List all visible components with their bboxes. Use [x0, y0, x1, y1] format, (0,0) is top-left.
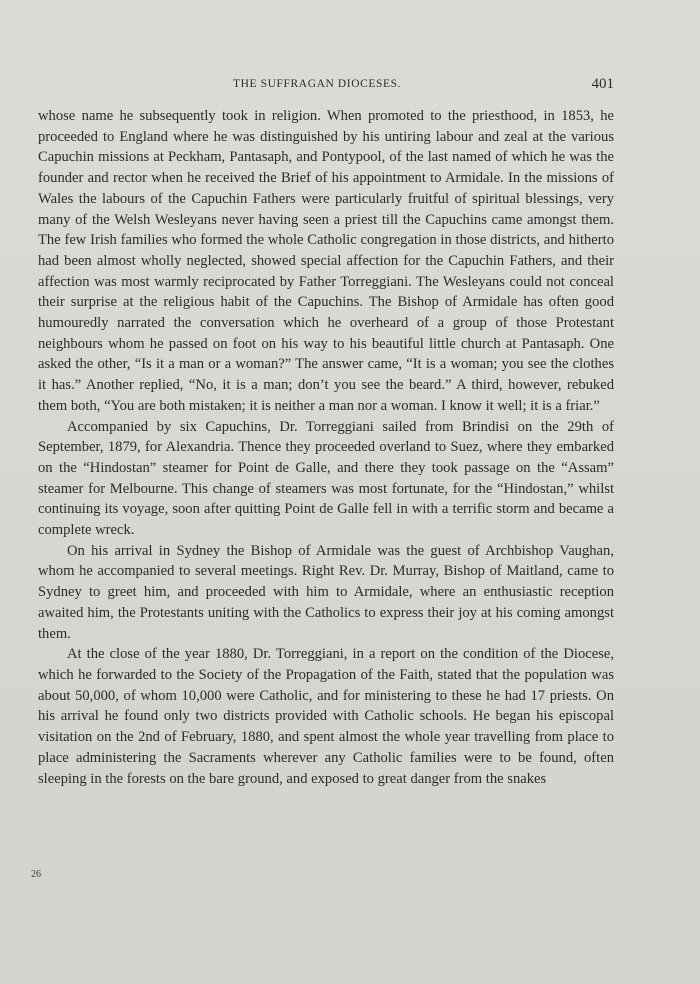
body-text	[38, 106, 614, 789]
running-header	[38, 76, 614, 96]
printer-signature-mark: 26	[31, 869, 41, 880]
running-title: THE SUFFRAGAN DIOCESES.	[233, 78, 402, 90]
paragraph-voyage: Accompanied by six Capuchins, Dr. Torreggiani sailed from Brindisi on the 29th of September, 1879, for Alexandria. Thence they proceeded overland to Suez, where they embarked on the “Hindostan” steamer for Point de Galle, and there they took passage on the “Assam” steamer for Melbourne. This change of steamers was most fortunate, for the “Hindostan,” whilst continuing its voyage, soon after quitting Point de Galle fell in with a terrific storm and became a complete wreck.	[38, 418, 614, 539]
paragraph-arrival: On his arrival in Sydney the Bishop of Armidale was the guest of Archbishop Vaughan, whom he accompanied to several meetings. Right Rev. Dr. Murray, Bishop of Maitland, came to Sydney to greet him, and proceeded with him to Armidale, where an enthusiastic reception awaited him, the Protestants uniting with the Catholics to express their joy at his coming amongst them.	[38, 542, 614, 642]
paragraph-continued: whose name he subsequently took in religion. When promoted to the priesthood, in 1853, he proceeded to England where he was distinguished by his untiring labour and zeal at the various Capuchin missions at Peckham, Pantasaph, and Pontypool, of the last named of which he was the founder and rector when he received the Brief of his appointment to Armidale. In the missions of Wales the labours of the Capuchin Fathers were particularly fruitful of spiritual blessings, very many of the Welsh Wesleyans never having seen a priest till the Capuchins came amongst them. The few Irish families who formed the whole Catholic congregation in those districts, and hitherto had been almost wholly neglected, showed special affection for the Capuchin Fathers, and their affection was most warmly reciprocated by Father Torreggiani. The Wesleyans could not conceal their surprise at the religious habit of the Capuchins. The Bishop of Armidale has often good humouredly narrated the conversation which he overheard of a group of those Protestant neighbours whom he passed on foot on his way to his beautiful little church at Pantasaph. One asked the other, “Is it a man or a woman?” The answer came, “It is a woman; you see the clothes it has.” Another replied, “No, it is a man; don’t you see the beard.” A third, however, rebuked them both, “You are both mistaken; it is neither a man nor a woman. I know it well; it is a friar.”	[38, 108, 614, 414]
page-number: 401	[591, 76, 614, 92]
paragraph-report: At the close of the year 1880, Dr. Torreggiani, in a report on the condition of the Diocese, which he forwarded to the Society of the Propagation of the Faith, stated that the population was about 50,000, of whom 10,000 were Catholic, and for ministering to these he had 17 priests. On his arrival he found only two districts provided with Catholic schools. He began his episcopal visitation on the 2nd of February, 1880, and spent almost the whole year travelling from place to place administering the Sacraments wherever any Catholic families were to be found, often sleeping in the forests on the bare ground, and exposed to great danger from the snakes	[38, 646, 614, 787]
